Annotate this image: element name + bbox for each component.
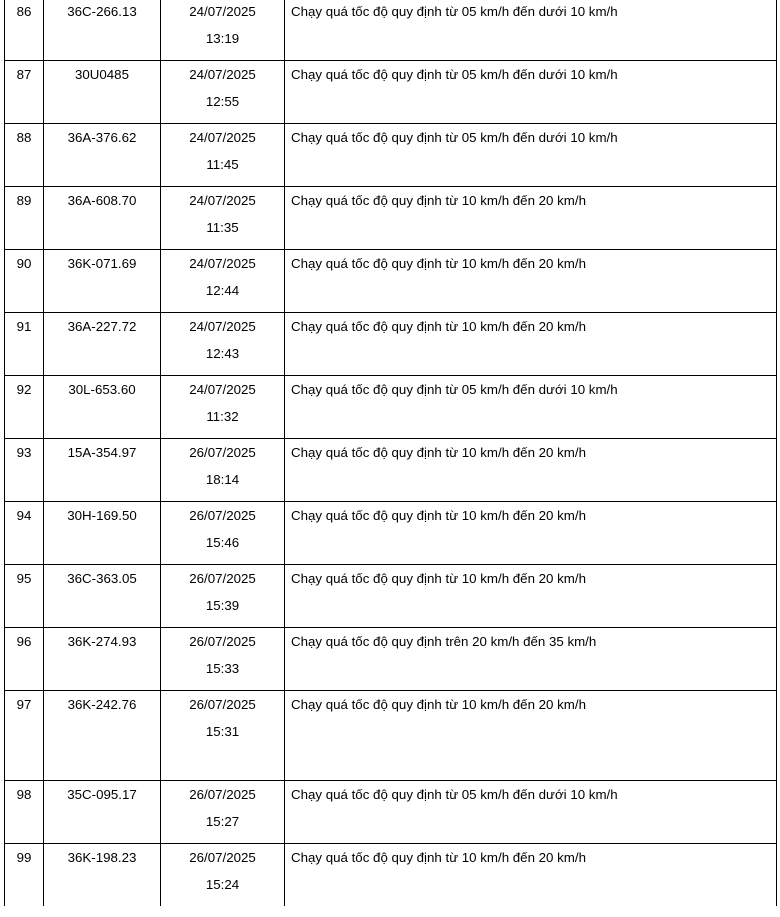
license-plate: 30U0485 [44, 61, 161, 124]
violation-datetime [161, 781, 285, 844]
violation-time: 12:43 [205, 346, 240, 361]
row-number: 90 [5, 250, 44, 313]
violation-datetime [161, 187, 285, 250]
violation-time: 12:44 [205, 283, 240, 298]
violation-date: 26/07/2025 [189, 445, 256, 460]
violation-datetime [161, 439, 285, 502]
table-row [5, 0, 777, 61]
violation-time: 12:55 [205, 94, 240, 109]
violation-datetime [161, 628, 285, 691]
table-row [5, 61, 777, 124]
table-row [5, 691, 777, 781]
table-row [5, 781, 777, 844]
row-number: 94 [5, 502, 44, 565]
row-number: 87 [5, 61, 44, 124]
license-plate: 36K-198.23 [44, 844, 161, 907]
violation-date: 24/07/2025 [189, 67, 256, 82]
violation-datetime [161, 0, 285, 61]
violation-time: 18:14 [205, 472, 240, 487]
violation-description: Chạy quá tốc độ quy định từ 10 km/h đến 20 km/h [285, 313, 777, 376]
violation-time: 11:35 [206, 220, 239, 235]
violation-description: Chạy quá tốc độ quy định từ 10 km/h đến 20 km/h [285, 502, 777, 565]
violation-date: 24/07/2025 [189, 256, 256, 271]
license-plate: 36C-363.05 [44, 565, 161, 628]
violation-date: 26/07/2025 [189, 850, 256, 865]
row-number: 95 [5, 565, 44, 628]
violation-time: 15:27 [205, 814, 240, 829]
violation-datetime [161, 691, 285, 781]
table-row [5, 313, 777, 376]
violation-description: Chạy quá tốc độ quy định từ 05 km/h đến dưới 10 km/h [285, 124, 777, 187]
violation-time: 11:32 [206, 409, 239, 424]
table-row [5, 376, 777, 439]
violation-description: Chạy quá tốc độ quy định từ 05 km/h đến dưới 10 km/h [285, 781, 777, 844]
row-number: 91 [5, 313, 44, 376]
violation-date: 26/07/2025 [189, 508, 256, 523]
violation-date: 24/07/2025 [189, 319, 256, 334]
violation-datetime [161, 124, 285, 187]
violation-datetime [161, 844, 285, 907]
violation-description: Chạy quá tốc độ quy định trên 20 km/h đến 35 km/h [285, 628, 777, 691]
license-plate: 36K-071.69 [44, 250, 161, 313]
violation-datetime [161, 502, 285, 565]
license-plate: 36A-376.62 [44, 124, 161, 187]
table-row [5, 124, 777, 187]
violation-description: Chạy quá tốc độ quy định từ 10 km/h đến 20 km/h [285, 844, 777, 907]
violation-datetime [161, 313, 285, 376]
violation-description: Chạy quá tốc độ quy định từ 10 km/h đến 20 km/h [285, 439, 777, 502]
violation-time: 15:31 [205, 724, 240, 739]
row-number: 99 [5, 844, 44, 907]
row-number: 96 [5, 628, 44, 691]
license-plate: 36A-608.70 [44, 187, 161, 250]
license-plate: 36K-274.93 [44, 628, 161, 691]
row-number: 97 [5, 691, 44, 781]
table-row [5, 187, 777, 250]
violation-description: Chạy quá tốc độ quy định từ 05 km/h đến dưới 10 km/h [285, 0, 777, 61]
row-number: 92 [5, 376, 44, 439]
table-row [5, 565, 777, 628]
row-number: 93 [5, 439, 44, 502]
violation-date: 24/07/2025 [189, 130, 256, 145]
license-plate: 30L-653.60 [44, 376, 161, 439]
row-number: 98 [5, 781, 44, 844]
license-plate: 35C-095.17 [44, 781, 161, 844]
violation-description: Chạy quá tốc độ quy định từ 10 km/h đến 20 km/h [285, 691, 777, 781]
table-row [5, 502, 777, 565]
violation-time: 15:24 [205, 877, 240, 892]
violation-description: Chạy quá tốc độ quy định từ 05 km/h đến dưới 10 km/h [285, 376, 777, 439]
violation-datetime [161, 376, 285, 439]
row-number: 89 [5, 187, 44, 250]
table-row [5, 844, 777, 907]
violation-time: 11:45 [206, 157, 239, 172]
row-number: 86 [5, 0, 44, 61]
violation-date: 26/07/2025 [189, 787, 256, 802]
violation-time: 15:46 [205, 535, 240, 550]
violation-date: 24/07/2025 [189, 4, 256, 19]
violation-date: 26/07/2025 [189, 697, 256, 712]
violation-description: Chạy quá tốc độ quy định từ 10 km/h đến 20 km/h [285, 187, 777, 250]
violation-description: Chạy quá tốc độ quy định từ 05 km/h đến dưới 10 km/h [285, 61, 777, 124]
violation-time: 13:19 [205, 31, 240, 46]
violation-date: 26/07/2025 [189, 571, 256, 586]
violations-table [4, 0, 777, 906]
violation-date: 24/07/2025 [189, 382, 256, 397]
violation-date: 24/07/2025 [189, 193, 256, 208]
violation-date: 26/07/2025 [189, 634, 256, 649]
table-row [5, 628, 777, 691]
license-plate: 36C-266.13 [44, 0, 161, 61]
license-plate: 30H-169.50 [44, 502, 161, 565]
license-plate: 36K-242.76 [44, 691, 161, 781]
violation-time: 15:39 [205, 598, 240, 613]
table-row [5, 439, 777, 502]
violation-time: 15:33 [205, 661, 240, 676]
violation-datetime [161, 565, 285, 628]
violation-description: Chạy quá tốc độ quy định từ 10 km/h đến 20 km/h [285, 250, 777, 313]
table-row [5, 250, 777, 313]
license-plate: 15A-354.97 [44, 439, 161, 502]
violation-datetime [161, 250, 285, 313]
violation-description: Chạy quá tốc độ quy định từ 10 km/h đến 20 km/h [285, 565, 777, 628]
violation-datetime [161, 61, 285, 124]
license-plate: 36A-227.72 [44, 313, 161, 376]
row-number: 88 [5, 124, 44, 187]
